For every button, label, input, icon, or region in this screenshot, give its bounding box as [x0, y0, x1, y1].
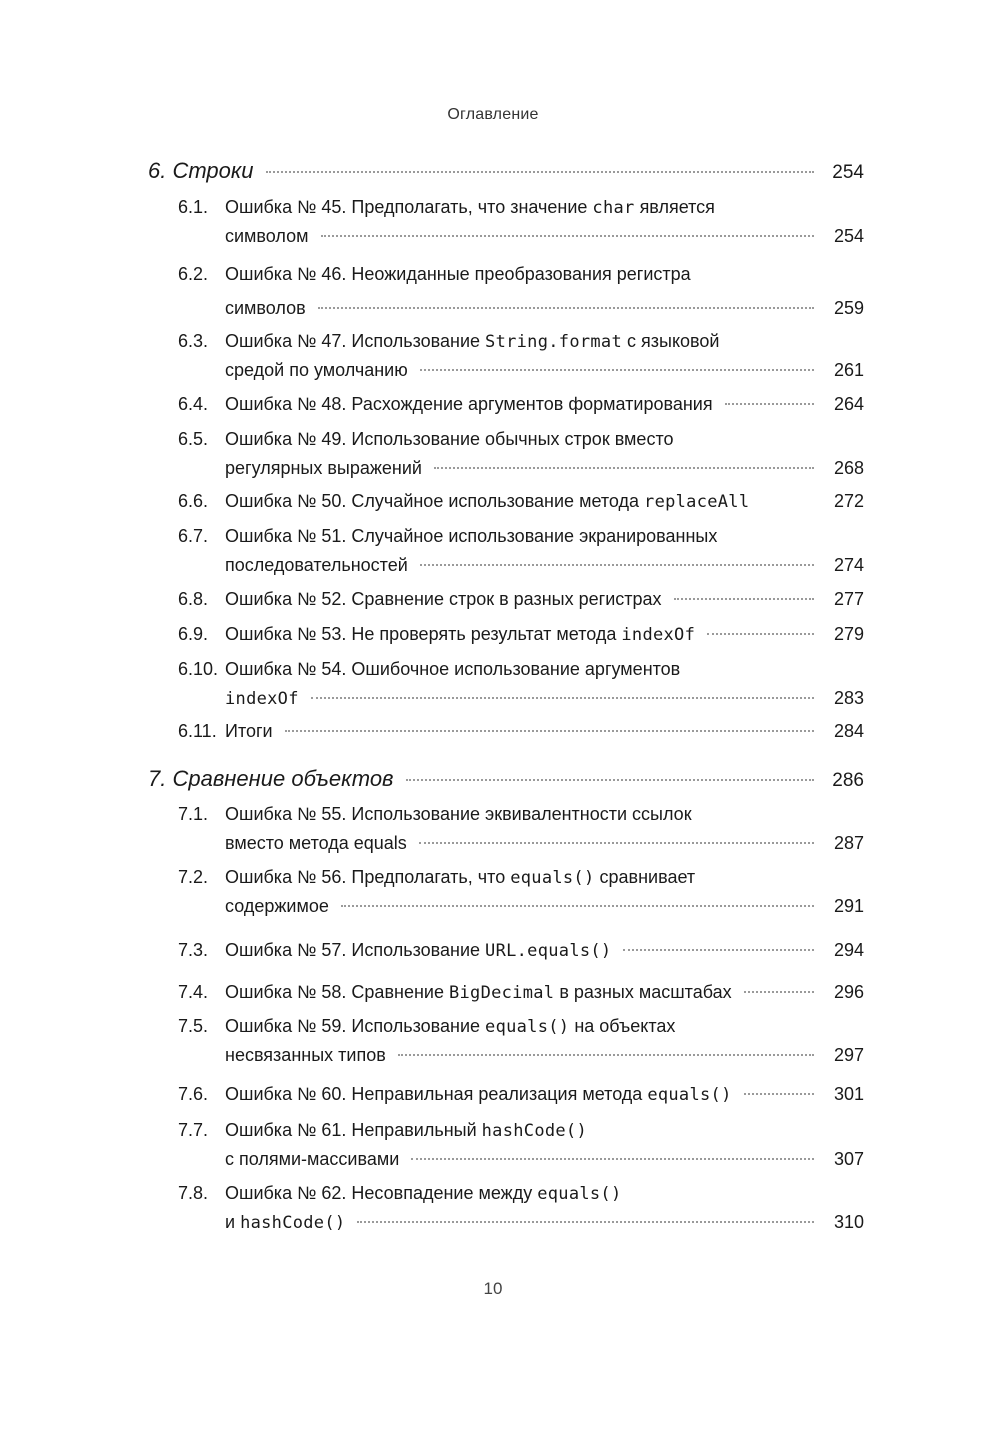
entry-text-fragment: Ошибка № 47. Использование: [225, 331, 486, 351]
entry-text-fragment: Ошибка № 62. Несовпадение между: [225, 1183, 538, 1203]
code-identifier: hashCode(): [240, 1213, 346, 1233]
dot-leader: [725, 403, 814, 405]
entry-title: [225, 684, 299, 713]
chapter-line: [148, 765, 864, 795]
section-number: 7.3.: [178, 940, 209, 960]
entry-text-fragment: в разных масштабах: [554, 982, 732, 1002]
page-ref[interactable]: 277: [833, 589, 864, 609]
entry-line: [225, 978, 864, 1007]
page-ref[interactable]: 291: [833, 896, 864, 916]
section-number: 6.1.: [178, 197, 209, 217]
chapter-title: 7. Сравнение объектов: [148, 766, 394, 791]
entry-title: [225, 800, 692, 828]
entry-line: [225, 1116, 864, 1145]
entry-line: [225, 551, 864, 579]
entry-text-fragment: Ошибка № 61. Неправильный: [225, 1120, 482, 1140]
code-identifier: char: [592, 198, 635, 218]
entry-title: [225, 522, 717, 550]
entry-line: [225, 1012, 864, 1041]
section-number: 7.4.: [178, 982, 209, 1002]
page-ref[interactable]: 294: [833, 940, 864, 960]
dot-leader: [744, 1093, 814, 1095]
page-ref[interactable]: 264: [833, 394, 864, 414]
code-identifier: hashCode(): [481, 1121, 587, 1141]
entry-text-fragment: Ошибка № 60. Неправильная реализация метода: [225, 1084, 648, 1104]
entry-title: [225, 655, 680, 683]
section-number: 7.1.: [178, 804, 209, 824]
page-number: 10: [483, 1279, 503, 1298]
dot-leader: [419, 842, 814, 844]
entry-text-fragment: символов: [225, 298, 306, 318]
code-identifier: equals(): [510, 868, 595, 888]
section-number: 6.10.: [178, 659, 219, 679]
section-number: 6.11.: [178, 721, 217, 741]
entry-line: [225, 425, 864, 453]
page-ref[interactable]: 261: [833, 360, 864, 380]
page-ref[interactable]: 301: [833, 1084, 864, 1104]
section-number: 7.8.: [178, 1183, 209, 1203]
entry-text-fragment: Итоги: [225, 721, 273, 741]
section-number: 6.2.: [178, 264, 209, 284]
code-identifier: String.format: [485, 332, 622, 352]
page-ref[interactable]: 274: [833, 555, 864, 575]
entry-text-fragment: и: [225, 1212, 241, 1232]
page-ref[interactable]: 307: [833, 1149, 864, 1169]
entry-title: [225, 863, 695, 892]
dot-leader: [420, 564, 814, 566]
entry-text-fragment: средой по умолчанию: [225, 360, 408, 380]
entry-text-fragment: Ошибка № 52. Сравнение строк в разных регистрах: [225, 589, 662, 609]
code-identifier: indexOf: [225, 689, 299, 709]
dot-leader: [285, 730, 814, 732]
dot-leader: [311, 697, 814, 699]
entry-text-fragment: с языковой: [622, 331, 720, 351]
entry-text-fragment: несвязанных типов: [225, 1045, 386, 1065]
entry-title: [225, 829, 407, 857]
entry-title: [225, 1179, 622, 1208]
code-identifier: equals(): [485, 1017, 570, 1037]
section-number: 6.8.: [178, 589, 209, 609]
entry-text-fragment: Ошибка № 55. Использование эквивалентности ссылок: [225, 804, 692, 824]
dot-leader: [744, 991, 814, 993]
section-number: 6.9.: [178, 624, 209, 644]
page-ref[interactable]: 297: [833, 1045, 864, 1065]
dot-leader: [266, 171, 814, 173]
dot-leader: [434, 467, 814, 469]
dot-leader: [318, 307, 814, 309]
entry-title: [225, 1116, 587, 1145]
dot-leader: [357, 1221, 814, 1223]
entry-line: [225, 222, 864, 250]
entry-title: [225, 978, 732, 1007]
section-number: 7.7.: [178, 1120, 209, 1140]
page-ref[interactable]: 287: [833, 833, 864, 853]
section-number: 6.5.: [178, 429, 209, 449]
entry-text-fragment: содержимое: [225, 896, 329, 916]
chapter-title: 6. Строки: [148, 158, 254, 183]
section-number: 6.7.: [178, 526, 209, 546]
entry-line: [225, 620, 864, 649]
section-number: 6.6.: [178, 491, 209, 511]
section-number: 7.2.: [178, 867, 209, 887]
chapter-line: [148, 157, 864, 187]
page-ref[interactable]: 279: [833, 624, 864, 644]
entry-line: [225, 655, 864, 683]
entry-text-fragment: Ошибка № 59. Использование: [225, 1016, 486, 1036]
section-number: 6.3.: [178, 331, 209, 351]
entry-line: [225, 1041, 864, 1069]
entry-line: [225, 936, 864, 965]
entry-text-fragment: Ошибка № 56. Предполагать, что: [225, 867, 511, 887]
page-ref[interactable]: 284: [833, 721, 864, 741]
code-identifier: BigDecimal: [448, 983, 555, 1003]
entry-line: [225, 585, 864, 613]
entry-title: [225, 936, 611, 965]
entry-text-fragment: Ошибка № 49. Использование обычных строк вместо: [225, 429, 674, 449]
section-number: 7.5.: [178, 1016, 209, 1036]
section-number: 7.6.: [178, 1084, 209, 1104]
dot-leader: [411, 1158, 814, 1160]
entry-title: [225, 222, 309, 250]
entry-line: [225, 390, 864, 418]
entry-line: [225, 522, 864, 550]
entry-text-fragment: символом: [225, 226, 309, 246]
page-ref[interactable]: 296: [833, 982, 864, 1002]
entry-title: [225, 1041, 386, 1069]
entry-line: [225, 294, 864, 322]
entry-title: [225, 193, 715, 222]
entry-text-fragment: является: [634, 197, 715, 217]
entry-line: [225, 1179, 864, 1208]
entry-line: [225, 892, 864, 920]
page-ref[interactable]: 254: [833, 226, 864, 246]
page-ref[interactable]: 283: [833, 688, 864, 708]
entry-line: [225, 487, 864, 516]
code-identifier: equals(): [537, 1184, 622, 1204]
code-identifier: URL.equals(): [485, 941, 612, 961]
entry-text-fragment: Ошибка № 50. Случайное использование метода: [225, 491, 645, 511]
entry-text-fragment: Ошибка № 46. Неожиданные преобразования регистра: [225, 264, 691, 284]
entry-title: [225, 454, 422, 482]
code-identifier: replaceAll: [644, 492, 750, 512]
entry-line: [225, 1145, 864, 1173]
entry-line: [225, 684, 864, 713]
dot-leader: [420, 369, 814, 371]
entry-title: [225, 327, 719, 356]
section-number: 6.4.: [178, 394, 209, 414]
dot-leader: [341, 905, 814, 907]
entry-line: [225, 829, 864, 857]
entry-title: [225, 1012, 675, 1041]
entry-title: [225, 356, 408, 384]
entry-title: [225, 487, 749, 516]
entry-text-fragment: сравнивает: [594, 867, 696, 887]
running-head: Оглавление: [447, 106, 539, 123]
entry-text-fragment: вместо метода equals: [225, 833, 407, 853]
entry-title: [225, 585, 662, 613]
page-ref[interactable]: 254: [832, 162, 864, 183]
code-identifier: indexOf: [621, 625, 696, 645]
page-ref[interactable]: 259: [833, 298, 864, 318]
entry-text-fragment: Ошибка № 57. Использование: [225, 940, 486, 960]
code-identifier: equals(): [647, 1085, 732, 1105]
entry-title: [225, 260, 691, 288]
dot-leader: [406, 779, 814, 781]
entry-text-fragment: Ошибка № 53. Не проверять результат метода: [225, 624, 622, 644]
entry-text-fragment: регулярных выражений: [225, 458, 422, 478]
entry-line: [225, 454, 864, 482]
entry-line: [225, 800, 864, 828]
entry-title: [225, 717, 273, 745]
page-ref[interactable]: 286: [832, 770, 864, 791]
entry-line: [225, 1208, 864, 1237]
dot-leader: [321, 235, 815, 237]
entry-title: [225, 620, 695, 649]
entry-text-fragment: Ошибка № 54. Ошибочное использование аргументов: [225, 659, 681, 679]
entry-line: [225, 863, 864, 892]
page-ref[interactable]: 310: [833, 1212, 864, 1232]
entry-title: [225, 294, 306, 322]
entry-title: [225, 551, 408, 579]
entry-title: [225, 892, 329, 920]
entry-title: [225, 425, 674, 453]
dot-leader: [674, 598, 814, 600]
page-ref[interactable]: 268: [833, 458, 864, 478]
entry-title: [225, 390, 713, 418]
entry-text-fragment: Ошибка № 45. Предполагать, что значение: [225, 197, 593, 217]
dot-leader: [707, 633, 814, 635]
entry-text-fragment: последовательностей: [225, 555, 408, 575]
entry-text-fragment: Ошибка № 48. Расхождение аргументов форматирования: [225, 394, 713, 414]
entry-line: [225, 193, 864, 222]
dot-leader: [398, 1054, 814, 1056]
entry-title: [225, 1080, 732, 1109]
entry-line: [225, 356, 864, 384]
entry-title: [225, 1208, 345, 1237]
entry-line: [225, 717, 864, 745]
entry-text-fragment: Ошибка № 51. Случайное использование экранированных: [225, 526, 718, 546]
entry-line: [225, 327, 864, 356]
dot-leader: [623, 949, 814, 951]
entry-line: [225, 260, 864, 288]
entry-text-fragment: на объектах: [569, 1016, 676, 1036]
entry-text-fragment: с полями-массивами: [225, 1149, 400, 1169]
page-ref[interactable]: 272: [833, 491, 864, 511]
entry-text-fragment: Ошибка № 58. Сравнение: [225, 982, 449, 1002]
entry-line: [225, 1080, 864, 1109]
entry-title: [225, 1145, 399, 1173]
